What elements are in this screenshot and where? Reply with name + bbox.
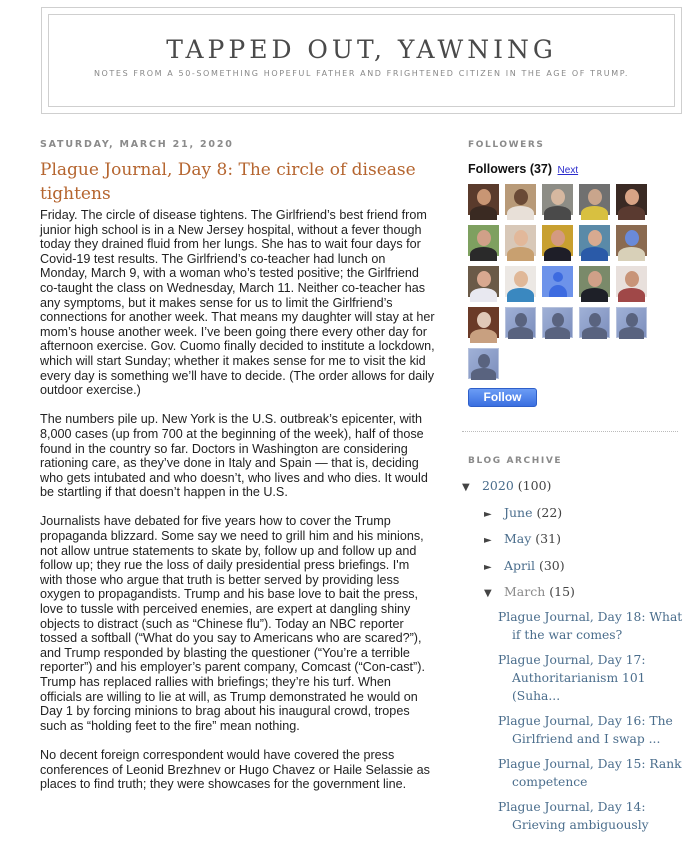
avatar-shoulders (470, 247, 497, 261)
avatar-shoulders (470, 329, 497, 343)
followers-heading (468, 161, 688, 179)
archive-month-count: (30) (538, 557, 565, 573)
avatar-shoulders (507, 288, 534, 302)
post-title[interactable]: Plague Journal, Day 8: The circle of disease tightens (40, 160, 416, 204)
archive-month-link-current[interactable]: March (503, 584, 546, 599)
expand-triangle-icon[interactable]: ► (484, 508, 492, 520)
archive-year-link[interactable]: 2020 (481, 478, 514, 493)
avatar-shoulders (507, 247, 534, 261)
avatar-head (626, 313, 638, 327)
archive-post-link[interactable]: Plague Journal, Day 18: What if the war comes? (498, 610, 683, 642)
avatar-shoulders (508, 327, 533, 339)
blog-title[interactable]: TAPPED OUT, YAWNING (166, 35, 557, 64)
archive-month-count: (15) (549, 584, 575, 599)
avatar-shoulders (470, 288, 497, 302)
follower-default-avatar-icon[interactable] (542, 266, 573, 297)
avatar-shoulders (581, 247, 608, 261)
collapse-triangle-icon[interactable]: ▼ (484, 588, 492, 599)
follower-avatar[interactable] (505, 266, 536, 297)
avatar-head (477, 189, 491, 205)
follower-default-avatar-icon[interactable] (616, 307, 647, 338)
avatar-shoulders (619, 327, 644, 339)
follow-button[interactable]: Follow (468, 388, 537, 407)
followers-widget (468, 138, 688, 407)
avatar-head (514, 230, 528, 246)
expand-triangle-icon[interactable]: ► (484, 535, 492, 546)
archive-month-count: (31) (535, 531, 561, 546)
follower-avatar[interactable] (468, 225, 499, 256)
expand-triangle-icon[interactable]: ► (484, 561, 492, 573)
post-paragraph: Journalists have debated for five years how to cover the Trump propaganda blizzard. Some say we need to grill him and his minions, not allow untrue statements to skate by, follow up and follow up and follow up; they rue the loss of daily presidential press briefings. I'm with those who argue that truth is better served by providing less oxygen to propagandists. Trump and his base love to bait the press, love to tussle with perceived enemies, are expert at dangling shiny objects to distract (such as “Chinese flu”). Today an NBC reporter tossed a softball (“What do you say to Americans who are scared?”), and Trump responded by blasting the questioner (“You’re a terrible reporter”) and his employer’s parent company, Comcast (“Con-cast”). Trump has replaced rallies with briefings; they’re his turf. When officials are willing to lie at will, as Trump demonstrated he would on Day 1 by forcing minions to brag about his inaugural crowd, tropes such as “holding feet to the fire” mean nothing. (40, 514, 425, 733)
avatar-head (551, 189, 565, 205)
archive-year-count: (100) (517, 478, 552, 493)
post-date: SATURDAY, MARCH 21, 2020 (40, 139, 234, 150)
avatar-head (625, 271, 639, 287)
followers-next-link[interactable]: Next (557, 165, 579, 176)
avatar-shoulders (507, 206, 534, 220)
blog-description: NOTES FROM A 50-SOMETHING HOPEFUL FATHER AND FRIGHTENED CITIZEN IN THE AGE OF TRUMP. (93, 69, 630, 78)
archive-year-2020 (462, 478, 688, 496)
archive-month-link[interactable]: May (503, 531, 532, 546)
archive-widget-title: BLOG ARCHIVE (468, 456, 563, 466)
avatar-head (553, 272, 563, 282)
follower-avatar[interactable] (616, 184, 647, 215)
blog-header-inner (48, 14, 675, 107)
archive-post-link[interactable]: Plague Journal, Day 15: Rank competence (498, 757, 682, 789)
avatar-head (514, 271, 528, 287)
archive-post-list (498, 608, 688, 834)
archive-month-count: (22) (536, 504, 563, 520)
main-column (40, 138, 435, 806)
avatar-head (589, 313, 601, 327)
follower-avatar[interactable] (579, 184, 610, 215)
blog-header (41, 7, 682, 114)
avatar-shoulders (618, 288, 645, 302)
avatar-shoulders (549, 285, 567, 297)
avatar-head (588, 189, 602, 205)
avatar-head (588, 271, 602, 287)
avatar-shoulders (544, 206, 571, 220)
archive-month-link[interactable]: June (503, 504, 533, 520)
followers-widget-title: FOLLOWERS (468, 140, 545, 150)
archive-post-link[interactable]: Plague Journal, Day 16: The Girlfriend and I swap ... (498, 714, 673, 746)
follower-avatar[interactable] (616, 225, 647, 256)
avatar-shoulders (581, 206, 608, 220)
post-paragraph: No decent foreign correspondent would have covered the press conferences of Leonid Brezhnev or Hugo Chavez or Haile Selassie as places to find truth; they were showcases for the government line. (40, 747, 430, 792)
avatar-shoulders (581, 288, 608, 302)
follower-default-avatar-icon[interactable] (468, 348, 499, 379)
follower-avatar[interactable] (616, 266, 647, 297)
avatar-head (514, 189, 528, 205)
follower-avatar[interactable] (505, 184, 536, 215)
avatar-head (551, 230, 565, 246)
post-paragraph: Friday. The circle of disease tightens. The Girlfriend’s best friend from junior high school is in a New Jersey hospital, without a fever though today they drained fluid from her lungs. She has to wait four days for Covid-19 test results. The Girlfriend’s co-teacher had lunch on Monday, March 9, with a woman who’s tested positive; the Girlfriend co-taught the class on Wednesday, March 11. Neither co-teacher has any symptoms, but it makes sense for us to limit the Girlfriend’s connections for another week. That means my daughter will stay at her mom’s house another week. I’ve been going there every other day for afternoon exercise. Gov. Cuomo finally decided to institute a lockdown, which will start Sunday; whether it makes sense for me to visit the kid every day is something we’ll have to decide. (The order allows for daily outdoor exercise.) (40, 208, 435, 398)
archive-month-link[interactable]: April (503, 557, 535, 573)
avatar-shoulders (545, 327, 570, 339)
follower-avatar-grid (468, 184, 688, 379)
archive-post-link[interactable]: Plague Journal, Day 17: Authoritarianism 101 (Suha... (498, 653, 646, 703)
avatar-head (552, 313, 564, 327)
avatar-head (477, 271, 491, 287)
avatar-head (478, 354, 490, 368)
avatar-head (625, 230, 639, 246)
blog-archive-widget (462, 454, 688, 834)
sidebar (462, 138, 688, 841)
avatar-shoulders (544, 247, 571, 261)
follower-avatar[interactable] (505, 225, 536, 256)
archive-month-may (484, 531, 688, 549)
avatar-shoulders (618, 206, 645, 220)
follower-default-avatar-icon[interactable] (505, 307, 536, 338)
followers-count: Followers (37) (468, 162, 553, 176)
avatar-head (625, 189, 639, 205)
avatar-head (588, 230, 602, 246)
follower-default-avatar-icon[interactable] (579, 307, 610, 338)
avatar-head (477, 230, 491, 246)
follower-default-avatar-icon[interactable] (542, 307, 573, 338)
follower-avatar[interactable] (579, 225, 610, 256)
collapse-triangle-icon[interactable]: ▼ (462, 482, 470, 493)
follower-avatar[interactable] (542, 184, 573, 215)
sidebar-divider (462, 431, 678, 432)
archive-month-april (484, 558, 688, 576)
follower-avatar[interactable] (468, 184, 499, 215)
follower-avatar[interactable] (468, 266, 499, 297)
post-paragraph: The numbers pile up. New York is the U.S. outbreak’s epicenter, with 8,000 cases (up from 700 at the beginning of the week), half of those found in the country so far. Doctors in Washington are considering rationing care, as they’ve done in Italy and Spain — that is, deciding who gets intubated and who doesn’t, who lives and who dies. It would be startling if that doesn’t happen in the U.S. (40, 412, 428, 500)
post-body (40, 208, 435, 792)
avatar-shoulders (470, 206, 497, 220)
follower-avatar[interactable] (468, 307, 499, 338)
archive-month-march (484, 584, 688, 602)
avatar-head (515, 313, 527, 327)
archive-post-link[interactable]: Plague Journal, Day 14: Grieving ambiguously (498, 800, 649, 832)
avatar-shoulders (582, 327, 607, 339)
follower-avatar[interactable] (579, 266, 610, 297)
follower-avatar[interactable] (542, 225, 573, 256)
avatar-head (477, 312, 491, 328)
avatar-shoulders (618, 247, 645, 261)
avatar-shoulders (471, 368, 496, 380)
archive-tree (462, 478, 688, 834)
archive-month-june (484, 505, 688, 523)
